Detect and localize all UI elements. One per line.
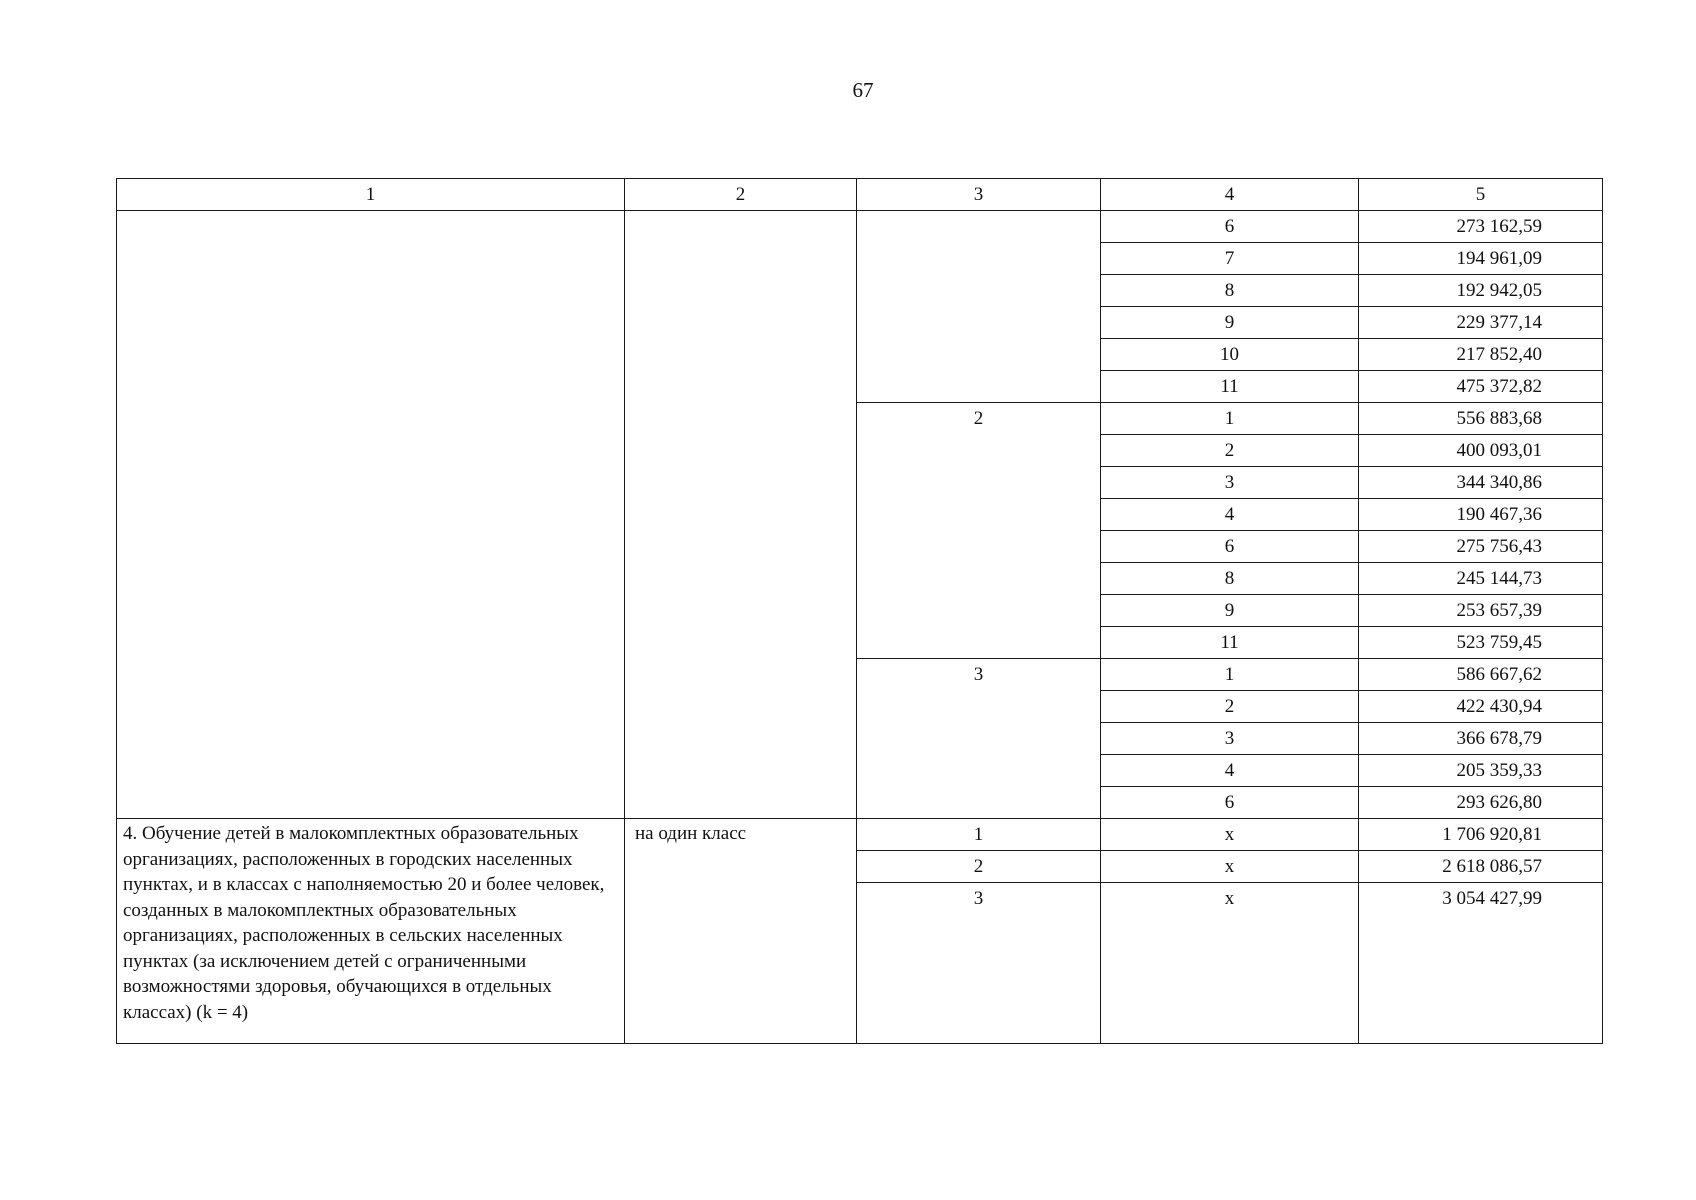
class-cell: 2 bbox=[1101, 435, 1359, 467]
group-cell bbox=[857, 211, 1101, 403]
amount-cell: 344 340,86 bbox=[1359, 467, 1603, 499]
amount-cell: 205 359,33 bbox=[1359, 755, 1603, 787]
amount-cell: 275 756,43 bbox=[1359, 531, 1603, 563]
continued-description-cell bbox=[117, 211, 625, 819]
class-cell: 6 bbox=[1101, 787, 1359, 819]
class-cell: 2 bbox=[1101, 691, 1359, 723]
group-cell: 3 bbox=[857, 659, 1101, 819]
group-cell: 1 bbox=[857, 819, 1101, 851]
amount-cell: 366 678,79 bbox=[1359, 723, 1603, 755]
table-row bbox=[117, 819, 1603, 851]
class-cell: 11 bbox=[1101, 371, 1359, 403]
amount-cell: 475 372,82 bbox=[1359, 371, 1603, 403]
header-cell: 5 bbox=[1359, 179, 1603, 211]
group-cell: 2 bbox=[857, 851, 1101, 883]
class-cell: 9 bbox=[1101, 307, 1359, 339]
group-cell: 3 bbox=[857, 883, 1101, 1044]
amount-cell: 1 706 920,81 bbox=[1359, 819, 1603, 851]
class-cell: х bbox=[1101, 883, 1359, 1044]
section-description-cell: 4. Обучение детей в малокомплектных образовательных организациях, расположенных в городских населенных пунктах, и в классах с наполняемостью 20 и более человек, созданных в малокомплектных образовательных организациях, расположенных в сельских населенных пунктах (за исключением детей с ограниченными возможностями здоровья, обучающихся в отдельных классах) (k = 4) bbox=[117, 819, 625, 1044]
class-cell: х bbox=[1101, 819, 1359, 851]
tariff-table bbox=[116, 178, 1603, 1044]
class-cell: 8 bbox=[1101, 275, 1359, 307]
amount-cell: 293 626,80 bbox=[1359, 787, 1603, 819]
amount-cell: 586 667,62 bbox=[1359, 659, 1603, 691]
class-cell: 9 bbox=[1101, 595, 1359, 627]
table-row bbox=[117, 211, 1603, 243]
amount-cell: 2 618 086,57 bbox=[1359, 851, 1603, 883]
class-cell: 7 bbox=[1101, 243, 1359, 275]
header-cell: 1 bbox=[117, 179, 625, 211]
table-header-row bbox=[117, 179, 1603, 211]
header-cell: 3 bbox=[857, 179, 1101, 211]
amount-cell: 194 961,09 bbox=[1359, 243, 1603, 275]
amount-cell: 422 430,94 bbox=[1359, 691, 1603, 723]
class-cell: 1 bbox=[1101, 403, 1359, 435]
class-cell: х bbox=[1101, 851, 1359, 883]
page-number: 67 bbox=[852, 78, 874, 102]
class-cell: 3 bbox=[1101, 723, 1359, 755]
amount-cell: 190 467,36 bbox=[1359, 499, 1603, 531]
header-cell: 4 bbox=[1101, 179, 1359, 211]
class-cell: 8 bbox=[1101, 563, 1359, 595]
amount-cell: 245 144,73 bbox=[1359, 563, 1603, 595]
amount-cell: 273 162,59 bbox=[1359, 211, 1603, 243]
class-cell: 11 bbox=[1101, 627, 1359, 659]
amount-cell: 229 377,14 bbox=[1359, 307, 1603, 339]
class-cell: 4 bbox=[1101, 499, 1359, 531]
amount-cell: 556 883,68 bbox=[1359, 403, 1603, 435]
amount-cell: 192 942,05 bbox=[1359, 275, 1603, 307]
class-cell: 1 bbox=[1101, 659, 1359, 691]
amount-cell: 217 852,40 bbox=[1359, 339, 1603, 371]
class-cell: 4 bbox=[1101, 755, 1359, 787]
amount-cell: 523 759,45 bbox=[1359, 627, 1603, 659]
class-cell: 3 bbox=[1101, 467, 1359, 499]
amount-cell: 400 093,01 bbox=[1359, 435, 1603, 467]
class-cell: 10 bbox=[1101, 339, 1359, 371]
amount-cell: 3 054 427,99 bbox=[1359, 883, 1603, 1044]
class-cell: 6 bbox=[1101, 211, 1359, 243]
amount-cell: 253 657,39 bbox=[1359, 595, 1603, 627]
section-unit-cell: на один класс bbox=[625, 819, 857, 1044]
continued-unit-cell bbox=[625, 211, 857, 819]
class-cell: 6 bbox=[1101, 531, 1359, 563]
header-cell: 2 bbox=[625, 179, 857, 211]
group-cell: 2 bbox=[857, 403, 1101, 659]
